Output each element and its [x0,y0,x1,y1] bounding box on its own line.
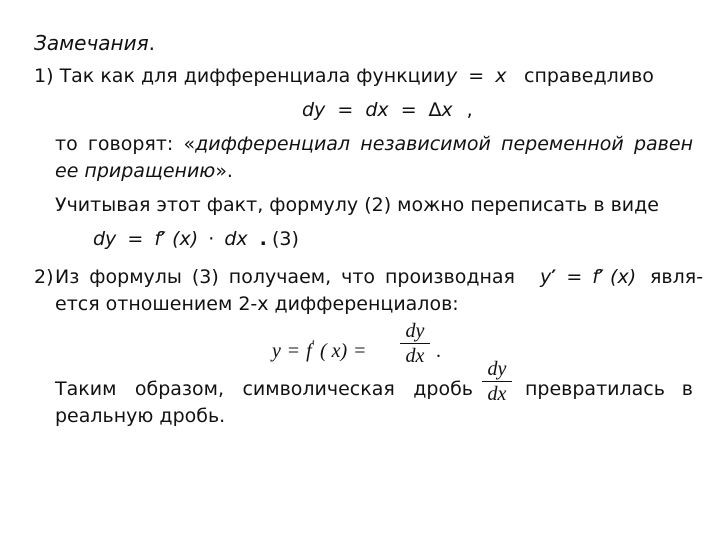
item1-number: 1) [34,65,54,87]
function-y: y [446,65,458,87]
deriv-x: (x) [610,266,637,288]
f3-prime: ′ [161,228,167,250]
function-eq: = [468,65,485,87]
f3-f: f [154,228,162,250]
deriv-eq: = [566,266,583,288]
formula-x: x [441,99,453,121]
eq-equals-1: = [287,340,300,362]
conclusion-line2: реальную дробь. [55,405,226,427]
formula-comma: , [466,99,473,121]
eq-equals-2: = [354,340,366,362]
heading-period: . [148,31,156,55]
deriv-y-prime: ′ [551,266,557,288]
eq-f-prime: ′ [311,338,316,354]
function-x: x [495,65,507,87]
eq-arg: ( x) [320,340,348,362]
fraction-dy-dx [400,320,430,367]
fraction-numerator: dy [405,320,425,342]
fact-line: Учитывая этот факт, формулу (2) можно переписать в виде [55,194,659,216]
formula-dx: dx [365,99,389,121]
say-line1 [55,135,693,154]
deriv-f: f [592,266,599,288]
item2-number: 2) [34,266,54,288]
item1-function [446,67,507,86]
deriv-f-prime: ′ [598,266,604,288]
item1-intro: Так как для дифференциала функции [59,65,446,87]
f3-dot: · [208,228,215,250]
formula-delta: ∆ [428,99,442,121]
item2-line1-tail: явля- [650,266,704,288]
say-suffix: ». [215,160,233,182]
eq-f: f [306,340,312,362]
formula-3-label: (3) [272,228,299,250]
say-prefix: то говорят: « [55,133,196,155]
eq-lhs-y: y [272,340,281,362]
formula-dy-dx: dy = dx = ∆x , [302,99,473,121]
conclusion-tail: превратилась в [525,378,693,400]
derivative-equation [272,338,368,362]
fraction-bar [400,343,430,344]
item2-line2: ется отношением 2-х дифференциалов: [55,293,459,315]
conclusion-fraction [482,358,512,405]
conclusion-line1: Таким образом, символическая дробь [55,378,473,400]
item2-derivative [540,268,636,287]
say-line2 [55,162,233,181]
f3-dx: dx [224,228,248,250]
heading [34,33,155,53]
f3-dy: dy [93,228,117,250]
fraction-denominator: dx [405,345,425,367]
conclusion-numerator: dy [487,358,507,380]
item1-line1 [34,67,445,86]
eq-period: . [436,340,441,362]
say-quote-part1: дифференциал независимой переменной равен [195,133,693,155]
conclusion-denominator: dx [487,383,507,405]
item2-line1-text: Из формулы (3) получаем, что производная [55,266,515,288]
say-quote-part2: ее приращению [55,160,216,182]
heading-text: Замечания [34,31,149,55]
item1-tail: справедливо [524,65,654,87]
f3-x: (x) [172,228,199,250]
formula-dy: dy [302,99,326,121]
formula-3: dy = f′ (x) · dx . [93,228,267,250]
f3-period: . [259,228,267,250]
deriv-y: y [540,266,552,288]
conclusion-fraction-bar [482,381,512,382]
